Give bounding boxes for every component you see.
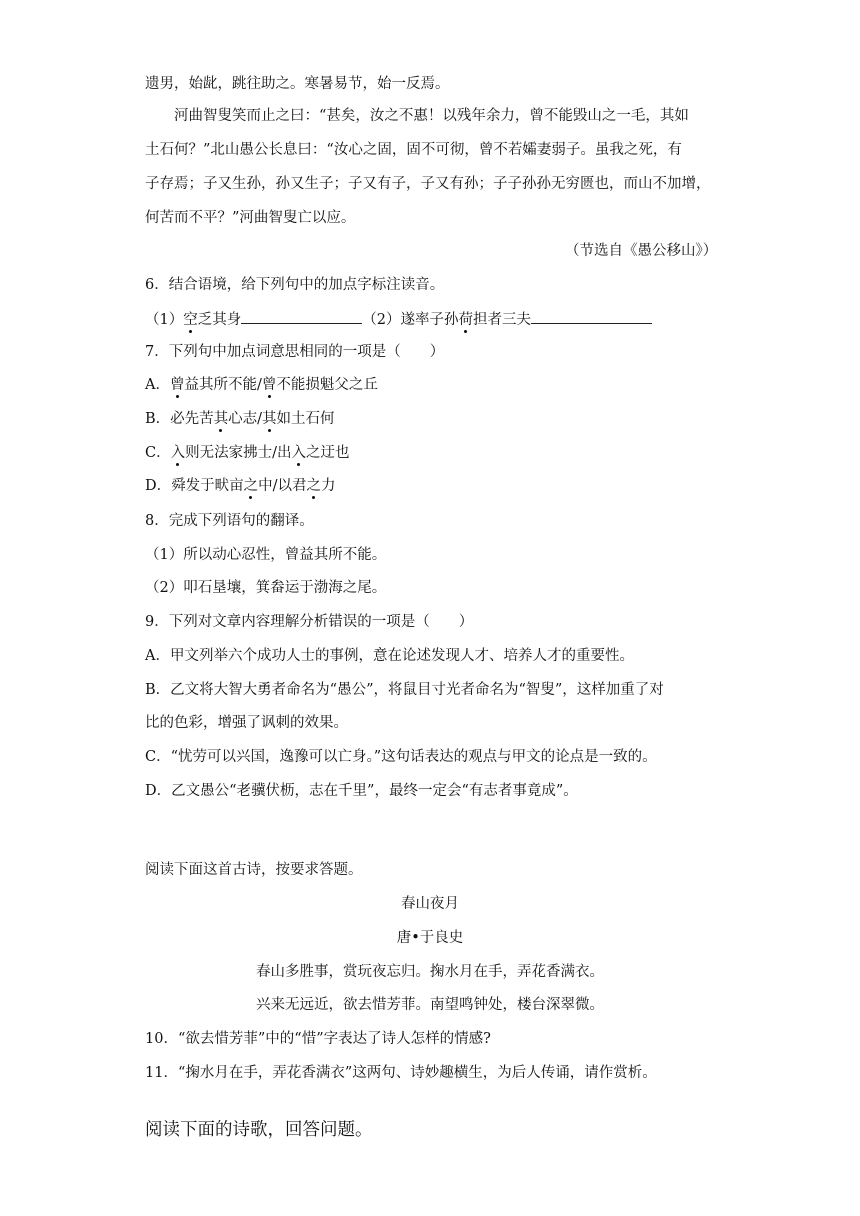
q7-c-dot-2: 入 [291, 445, 306, 461]
q6-item2-prefix: （2）遂率子孙 [362, 312, 459, 328]
q9-option-a: A．甲文列举六个成功人士的事例，意在论述发现人才、培养人才的重要性。 [145, 648, 634, 664]
q7-c-dot-1: 入 [170, 445, 186, 461]
poem-line-2: 兴来无远近，欲去惜芳菲。南望鸣钟处，楼台深翠微。 [256, 997, 604, 1013]
q11-stem: 11．“掬水月在手，弄花香满衣”这两句、诗妙趣横生，为后人传诵，请作赏析。 [145, 1065, 657, 1081]
q6-stem: 6．结合语境，给下列句中的加点字标注读音。 [145, 277, 445, 293]
q7-option-b [145, 409, 335, 429]
passage-line-2: 河曲智叟笑而止之曰：“甚矣，汝之不惠！以残年余力，曾不能毁山之一毛，其如 [174, 108, 689, 124]
q6-item1-rest: 乏其身 [197, 312, 242, 328]
q7-a-text-2: 不能损魁父之丘 [276, 377, 378, 393]
q6-answer-blank-2[interactable] [531, 308, 652, 324]
q7-c-text-1: 则无法家拂士/出 [185, 445, 292, 461]
q7-a-label: A． [145, 377, 170, 393]
q7-d-text-3: 力 [321, 478, 336, 494]
q7-d-text-2: 中/以君 [258, 478, 307, 494]
q7-b-dot-1: 其 [213, 411, 229, 427]
q6-item1-prefix: （1） [145, 312, 184, 328]
q7-b-dot-2: 其 [262, 411, 277, 427]
poem-title: 春山夜月 [401, 896, 459, 912]
q8-stem: 8．完成下列语句的翻译。 [145, 513, 314, 529]
q9-stem: 9．下列对文章内容理解分析错误的一项是（ ） [145, 614, 474, 630]
poem-instruction: 阅读下面这首古诗，按要求答题。 [145, 862, 363, 878]
q7-c-text-2: 之迂也 [306, 445, 350, 461]
q9-option-b-line1: B．乙文将大智大勇者命名为“愚公”，将鼠目寸光者命名为“智叟”，这样加重了对 [145, 682, 664, 698]
q7-a-dot-1: 曾 [169, 377, 185, 393]
passage-line-4: 子存焉；子又生孙，孙又生子；子又有子，子又有孙；子子孙孙无穷匮也，而山不加增， [145, 176, 711, 192]
q7-d-text-1: D．舜发于畎亩 [145, 478, 244, 494]
next-section-instruction: 阅读下面的诗歌，回答问题。 [145, 1120, 373, 1140]
q7-a-text-1: 益其所不能/ [184, 377, 262, 393]
q7-d-dot-2: 之 [306, 478, 322, 494]
q6-answer-blank-1[interactable] [241, 308, 362, 324]
q7-b-text-3: 如土石何 [276, 411, 335, 427]
q9-option-b-line2: 比的色彩，增强了讽刺的效果。 [145, 715, 348, 731]
q9-option-d: D．乙文愚公“老骥伏枥，志在千里”，最终一定会“有志者事竟成”。 [145, 783, 578, 799]
q6-items [145, 308, 652, 330]
q7-a-dot-2: 曾 [261, 377, 277, 393]
q8-sentence-1: （1）所以动心忍性，曾益其所不能。 [145, 547, 387, 563]
q6-item1-dotted-char: 空 [183, 312, 198, 328]
q10-stem: 10．“欲去惜芳菲”中的“惜”字表达了诗人怎样的情感? [145, 1031, 491, 1047]
poem-line-1: 春山多胜事，赏玩夜忘归。掬水月在手，弄花香满衣。 [256, 964, 604, 980]
q6-item2-dotted-char: 荷 [458, 312, 473, 328]
q7-stem: 7．下列句中加点词意思相同的一项是（ ） [145, 344, 445, 360]
q7-option-d [145, 476, 336, 496]
q6-item2-rest: 担者三夫 [472, 312, 531, 328]
passage-line-1: 遗男，始龀，跳往助之。寒暑易节，始一反焉。 [145, 76, 450, 92]
passage-line-5: 何苦而不平？”河曲智叟亡以应。 [145, 210, 356, 226]
poem-author: 唐•于良史 [396, 930, 464, 946]
q7-c-label: C． [145, 445, 171, 461]
source-note: （节选自《愚公移山》） [565, 243, 718, 259]
q9-option-c: C．“忧劳可以兴国，逸豫可以亡身。”这句话表达的观点与甲文的论点是一致的。 [145, 749, 657, 765]
q7-option-a [145, 375, 378, 395]
q8-sentence-2: （2）叩石垦壤，箕畚运于渤海之尾。 [145, 580, 387, 596]
q7-b-text-2: 心志/ [228, 411, 263, 427]
q7-d-dot-1: 之 [243, 478, 259, 494]
q7-option-c [145, 443, 350, 463]
q7-b-text-1: B．必先苦 [145, 411, 214, 427]
passage-line-3: 土石何？”北山愚公长息曰：“汝心之固，固不可彻，曾不若孀妻弱子。虽我之死，有 [145, 142, 682, 158]
